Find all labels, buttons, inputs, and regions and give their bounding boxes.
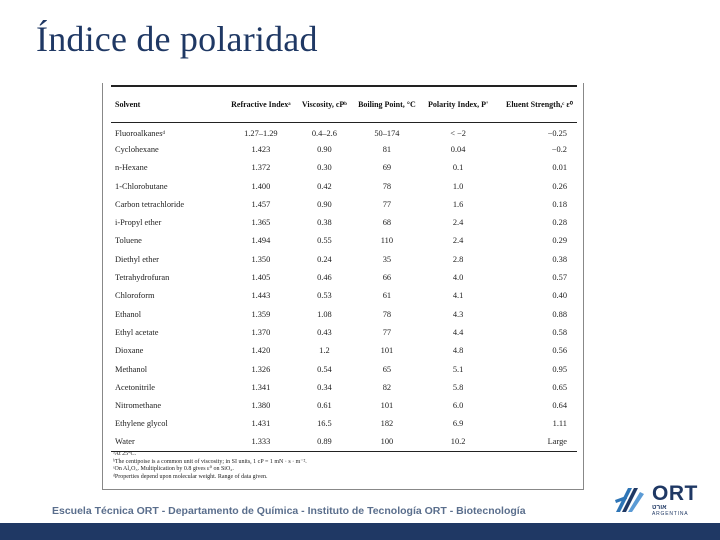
bottom-bar	[0, 523, 720, 540]
cell-refractive-index: 1.423	[251, 144, 271, 154]
table-row	[111, 232, 577, 250]
cell-refractive-index: 1.405	[251, 273, 271, 283]
cell-polarity-index: 4.4	[452, 327, 464, 337]
cell-solvent: Cyclohexane	[115, 144, 159, 154]
cell-eluent-strength: 0.56	[552, 346, 567, 356]
header-eluent-strength: Eluent Strength,ᶜ ε⁰	[505, 99, 573, 109]
table-body	[111, 122, 577, 451]
footnote: ᵃAt 25°C.	[113, 451, 137, 457]
cell-refractive-index: 1.420	[251, 346, 271, 356]
cell-eluent-strength: 0.58	[552, 327, 567, 337]
cell-refractive-index: 1.333	[251, 437, 271, 447]
cell-polarity-index: 2.4	[452, 236, 464, 246]
cell-viscosity: 0.55	[317, 236, 332, 246]
cell-boiling-point: 61	[382, 291, 392, 301]
cell-refractive-index: 1.27–1.29	[244, 128, 278, 138]
table-row	[111, 250, 577, 268]
cell-boiling-point: 81	[382, 144, 392, 154]
cell-boiling-point: 110	[380, 236, 394, 246]
header-boiling-point: Boiling Point, °C	[358, 99, 416, 109]
cell-solvent: Nitromethane	[115, 401, 162, 411]
cell-viscosity: 0.54	[317, 364, 332, 374]
footer-text: Escuela Técnica ORT - Departamento de Química - Instituto de Tecnología ORT - Biotecnología	[52, 505, 526, 517]
cell-eluent-strength: 0.40	[552, 291, 567, 301]
cell-polarity-index: 6.9	[452, 419, 464, 429]
table-header-row	[111, 86, 577, 122]
cell-boiling-point: 82	[382, 382, 392, 392]
cell-viscosity: 0.4–2.6	[311, 128, 337, 138]
table-row	[111, 287, 577, 305]
cell-boiling-point: 35	[382, 254, 392, 264]
cell-viscosity: 0.34	[317, 382, 332, 392]
cell-polarity-index: 0.04	[450, 144, 466, 154]
cell-boiling-point: 50–174	[374, 128, 400, 138]
table-footnotes	[113, 451, 573, 481]
cell-boiling-point: 65	[382, 364, 392, 374]
cell-viscosity: 0.24	[317, 254, 332, 264]
cell-eluent-strength: 1.11	[552, 419, 567, 429]
cell-viscosity: 1.2	[319, 346, 330, 356]
table-row	[111, 396, 577, 414]
cell-solvent: 1-Chlorobutane	[115, 181, 168, 191]
cell-boiling-point: 78	[382, 309, 392, 319]
cell-polarity-index: 4.3	[452, 309, 464, 319]
cell-polarity-index: < −2	[450, 128, 466, 138]
cell-viscosity: 0.46	[317, 273, 332, 283]
cell-polarity-index: 5.1	[452, 364, 464, 374]
table-row	[111, 415, 577, 433]
solvent-table	[111, 85, 577, 452]
cell-solvent: Ethylene glycol	[115, 419, 168, 429]
cell-solvent: Toluene	[115, 236, 142, 246]
table-image	[102, 83, 584, 490]
cell-boiling-point: 77	[382, 199, 392, 209]
cell-eluent-strength: −0.2	[551, 144, 567, 154]
cell-viscosity: 1.08	[317, 309, 332, 319]
cell-viscosity: 0.90	[317, 144, 332, 154]
cell-refractive-index: 1.370	[251, 327, 271, 337]
ort-logo-icon	[612, 482, 648, 518]
cell-solvent: Fluoroalkanesᵈ	[115, 128, 166, 138]
cell-polarity-index: 6.0	[452, 401, 464, 411]
cell-eluent-strength: 0.38	[552, 254, 567, 264]
cell-eluent-strength: 0.65	[552, 382, 567, 392]
header-refractive-index: Refractive Indexᵃ	[231, 99, 291, 109]
cell-refractive-index: 1.457	[251, 199, 271, 209]
cell-viscosity: 16.5	[317, 419, 332, 429]
slide-title: Índice de polaridad	[36, 19, 318, 59]
cell-viscosity: 0.61	[317, 401, 332, 411]
table-row	[111, 378, 577, 396]
cell-boiling-point: 77	[382, 327, 392, 337]
table-row	[111, 122, 577, 140]
cell-eluent-strength: 0.88	[552, 309, 567, 319]
cell-solvent: Diethyl ether	[115, 254, 159, 264]
cell-refractive-index: 1.359	[251, 309, 271, 319]
cell-refractive-index: 1.400	[251, 181, 271, 191]
cell-polarity-index: 4.1	[452, 291, 464, 301]
cell-polarity-index: 1.6	[452, 199, 464, 209]
cell-solvent: n-Hexane	[115, 163, 148, 173]
cell-eluent-strength: 0.18	[552, 199, 567, 209]
footnote: ᶜOn Al₂O₃. Multiplication by 0.8 gives ε⁰ on SiO₂.	[113, 466, 234, 473]
cell-viscosity: 0.89	[317, 437, 332, 447]
cell-polarity-index: 0.1	[452, 163, 464, 173]
ort-logo	[612, 482, 708, 518]
cell-boiling-point: 68	[382, 218, 392, 228]
cell-solvent: Carbon tetrachloride	[115, 199, 185, 209]
cell-solvent: Acetonitrile	[115, 382, 155, 392]
cell-refractive-index: 1.350	[251, 254, 271, 264]
table-row	[111, 305, 577, 323]
cell-refractive-index: 1.365	[251, 218, 271, 228]
cell-polarity-index: 1.0	[452, 181, 464, 191]
cell-solvent: i-Propyl ether	[115, 218, 162, 228]
cell-viscosity: 0.30	[317, 163, 332, 173]
cell-solvent: Dioxane	[115, 346, 144, 356]
cell-solvent: Water	[115, 437, 135, 447]
header-viscosity: Viscosity, cPᵇ	[301, 99, 347, 109]
cell-polarity-index: 2.4	[452, 218, 464, 228]
cell-viscosity: 0.38	[317, 218, 332, 228]
cell-polarity-index: 2.8	[452, 254, 464, 264]
cell-solvent: Chloroform	[115, 291, 155, 301]
cell-solvent: Tetrahydrofuran	[115, 273, 170, 283]
cell-refractive-index: 1.443	[251, 291, 271, 301]
footnote: ᵈProperties depend upon molecular weight. Range of data given.	[113, 473, 268, 480]
header-solvent: Solvent	[115, 99, 141, 109]
table-row	[111, 323, 577, 341]
cell-boiling-point: 182	[380, 419, 394, 429]
cell-refractive-index: 1.341	[251, 382, 271, 392]
table-row	[111, 140, 577, 158]
cell-refractive-index: 1.380	[251, 401, 271, 411]
table-row	[111, 433, 577, 451]
cell-viscosity: 0.43	[317, 327, 332, 337]
table-row	[111, 268, 577, 286]
cell-refractive-index: 1.326	[251, 364, 271, 374]
cell-boiling-point: 78	[382, 181, 392, 191]
table-row	[111, 195, 577, 213]
cell-eluent-strength: 0.26	[552, 181, 567, 191]
cell-eluent-strength: 0.01	[552, 163, 567, 173]
cell-boiling-point: 66	[382, 273, 392, 283]
table-row	[111, 177, 577, 195]
cell-eluent-strength: 0.95	[552, 364, 567, 374]
cell-polarity-index: 4.8	[452, 346, 464, 356]
cell-solvent: Ethyl acetate	[115, 327, 159, 337]
cell-solvent: Ethanol	[115, 309, 142, 319]
cell-eluent-strength: 0.57	[552, 273, 567, 283]
logo-hebrew: אורט	[652, 504, 667, 511]
cell-eluent-strength: 0.29	[552, 236, 567, 246]
cell-viscosity: 0.90	[317, 199, 332, 209]
cell-eluent-strength: 0.28	[552, 218, 567, 228]
cell-polarity-index: 10.2	[450, 437, 466, 447]
table-row	[111, 159, 577, 177]
cell-solvent: Methanol	[115, 364, 148, 374]
logo-name: ORT	[652, 482, 698, 505]
header-polarity-index: Polarity Index, P'	[427, 99, 489, 109]
table-row	[111, 213, 577, 231]
logo-country: ARGENTINA	[652, 511, 689, 517]
cell-refractive-index: 1.494	[251, 236, 271, 246]
table-row	[111, 342, 577, 360]
table-row	[111, 360, 577, 378]
cell-polarity-index: 5.8	[452, 382, 464, 392]
cell-boiling-point: 69	[382, 163, 392, 173]
cell-eluent-strength: −0.25	[547, 128, 567, 138]
cell-refractive-index: 1.431	[251, 419, 271, 429]
cell-polarity-index: 4.0	[452, 273, 464, 283]
cell-viscosity: 0.42	[317, 181, 332, 191]
cell-boiling-point: 101	[380, 401, 394, 411]
cell-viscosity: 0.53	[317, 291, 332, 301]
cell-refractive-index: 1.372	[251, 163, 271, 173]
cell-eluent-strength: 0.64	[552, 401, 567, 411]
cell-eluent-strength: Large	[547, 437, 567, 447]
cell-boiling-point: 100	[380, 437, 394, 447]
footnote: ᵇThe centipoise is a common unit of viscosity; in SI units, 1 cP = 1 mN · s · m⁻².	[113, 458, 307, 465]
cell-boiling-point: 101	[380, 346, 394, 356]
